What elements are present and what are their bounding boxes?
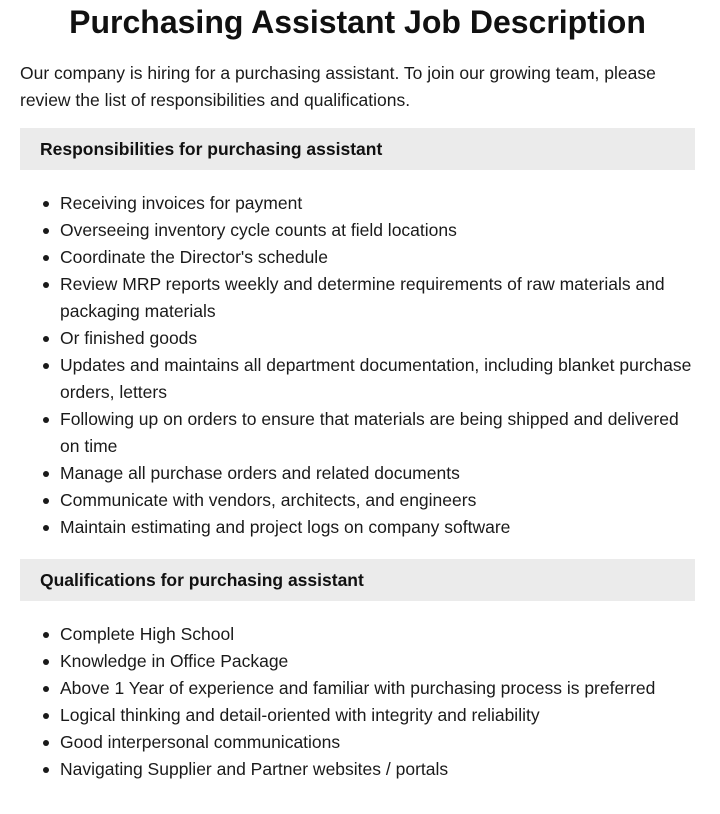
list-item: Good interpersonal communications	[60, 729, 695, 756]
list-item: Coordinate the Director's schedule	[60, 244, 695, 271]
list-item: Communicate with vendors, architects, and engineers	[60, 487, 695, 514]
list-item: Updates and maintains all department documentation, including blanket purchase orders, letters	[60, 352, 695, 406]
responsibilities-list	[20, 190, 695, 541]
qualifications-list	[20, 621, 695, 783]
list-item: Manage all purchase orders and related documents	[60, 460, 695, 487]
list-item: Maintain estimating and project logs on company software	[60, 514, 695, 541]
list-item: Complete High School	[60, 621, 695, 648]
intro-paragraph: Our company is hiring for a purchasing assistant. To join our growing team, please review the list of responsibilities and qualifications.	[20, 63, 656, 110]
list-item: Or finished goods	[60, 325, 695, 352]
list-item: Logical thinking and detail-oriented with integrity and reliability	[60, 702, 695, 729]
list-item: Following up on orders to ensure that materials are being shipped and delivered on time	[60, 406, 695, 460]
qualifications-heading: Qualifications for purchasing assistant	[20, 559, 695, 601]
responsibilities-heading: Responsibilities for purchasing assistant	[20, 128, 695, 170]
list-item: Navigating Supplier and Partner websites / portals	[60, 756, 695, 783]
list-item: Knowledge in Office Package	[60, 648, 695, 675]
list-item: Review MRP reports weekly and determine requirements of raw materials and packaging materials	[60, 271, 695, 325]
page-title: Purchasing Assistant Job Description	[69, 4, 646, 40]
list-item: Overseeing inventory cycle counts at field locations	[60, 217, 695, 244]
list-item: Receiving invoices for payment	[60, 190, 695, 217]
list-item: Above 1 Year of experience and familiar with purchasing process is preferred	[60, 675, 695, 702]
